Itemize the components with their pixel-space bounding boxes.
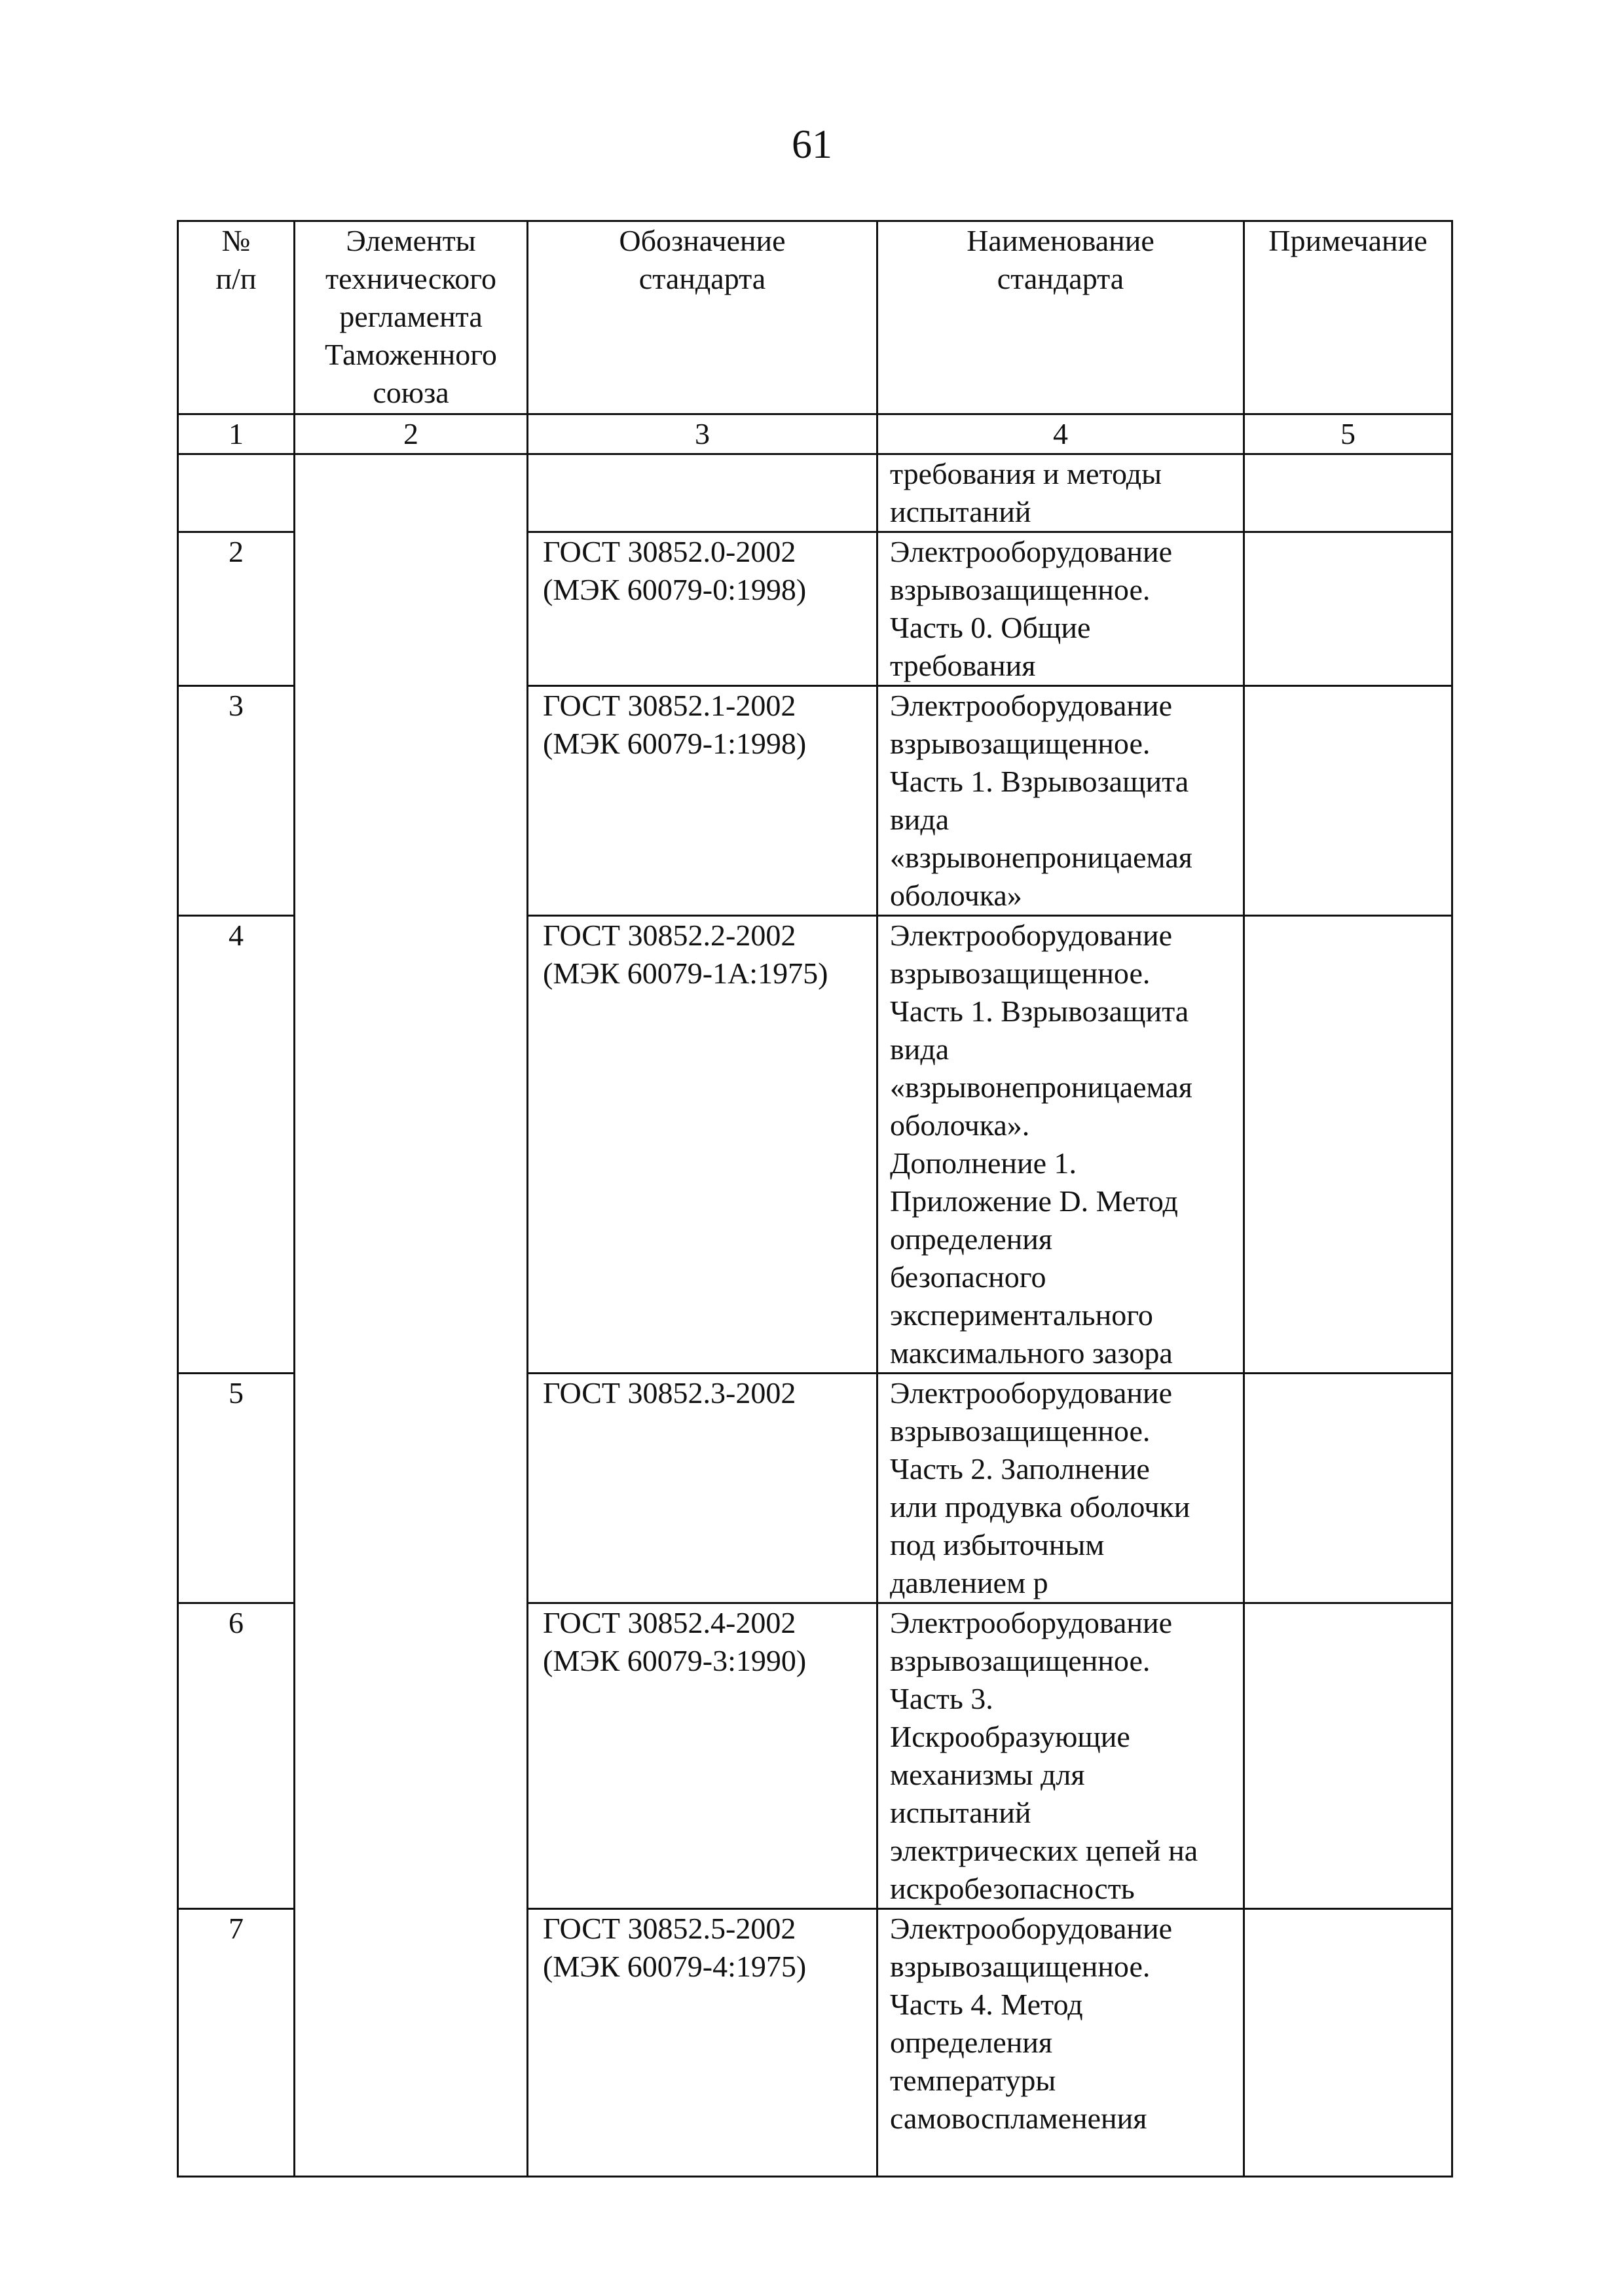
name-line: или продувка оболочки <box>890 1490 1190 1523</box>
row-number: 3 <box>178 686 295 916</box>
name-line: Часть 2. Заполнение <box>890 1452 1150 1485</box>
name-line: Часть 1. Взрывозащита <box>890 994 1189 1028</box>
header-text: № <box>221 224 251 257</box>
name-line: испытаний <box>890 1796 1031 1829</box>
header-text: Элементы <box>346 224 476 257</box>
header-text: технического <box>325 262 496 295</box>
name-line: Приложение D. Метод <box>890 1184 1178 1218</box>
name-line: Часть 3. <box>890 1682 993 1715</box>
standard-name <box>877 532 1244 686</box>
standard-designation <box>528 686 877 916</box>
name-line: взрывозащищенное. <box>890 1414 1151 1448</box>
designation-line: (МЭК 60079-4:1975) <box>543 1950 807 1983</box>
header-text: стандарта <box>997 262 1124 295</box>
note-cell <box>1244 686 1452 916</box>
header-name <box>877 221 1244 414</box>
name-line: Часть 0. Общие <box>890 611 1091 644</box>
name-line: Электрооборудование <box>890 1376 1173 1410</box>
name-line: взрывозащищенное. <box>890 1644 1151 1677</box>
standard-name <box>877 1374 1244 1603</box>
header-text: стандарта <box>638 262 766 295</box>
name-line: оболочка» <box>890 879 1022 912</box>
name-line: испытаний <box>890 495 1031 528</box>
header-num <box>178 221 295 414</box>
standard-designation <box>528 916 877 1374</box>
name-line: Электрооборудование <box>890 689 1173 722</box>
name-line: взрывозащищенное. <box>890 957 1151 990</box>
header-text: Наименование <box>967 224 1154 257</box>
name-line: под избыточным <box>890 1528 1105 1561</box>
page-number: 61 <box>792 122 832 167</box>
standard-designation <box>528 532 877 686</box>
column-number: 4 <box>877 414 1244 454</box>
row-number: 6 <box>178 1603 295 1909</box>
name-line: «взрывонепроницаемая <box>890 841 1192 874</box>
name-line: экспериментального <box>890 1298 1153 1332</box>
header-text: Обозначение <box>619 224 786 257</box>
column-number-row <box>178 414 1452 454</box>
name-line: оболочка». <box>890 1108 1030 1142</box>
standards-table <box>177 220 1453 2178</box>
elements-cell <box>295 454 528 2177</box>
name-line: искробезопасность <box>890 1872 1135 1905</box>
name-line: Электрооборудование <box>890 1606 1173 1639</box>
row-number <box>178 454 295 532</box>
standard-name <box>877 1603 1244 1909</box>
designation-line: (МЭК 60079-1А:1975) <box>543 957 828 990</box>
name-line: Электрооборудование <box>890 1912 1173 1945</box>
header-note <box>1244 221 1452 414</box>
designation-line: ГОСТ 30852.0-2002 <box>543 535 796 568</box>
note-cell <box>1244 1603 1452 1909</box>
note-cell <box>1244 532 1452 686</box>
designation-line: (МЭК 60079-3:1990) <box>543 1644 807 1677</box>
standard-name <box>877 686 1244 916</box>
standard-name <box>877 1909 1244 2177</box>
name-line: требования <box>890 649 1036 682</box>
designation-line: ГОСТ 30852.2-2002 <box>543 919 796 952</box>
name-line: Искрообразующие <box>890 1720 1130 1753</box>
name-line: взрывозащищенное. <box>890 727 1151 760</box>
standard-designation <box>528 1603 877 1909</box>
row-number: 4 <box>178 916 295 1374</box>
note-cell <box>1244 454 1452 532</box>
name-line: «взрывонепроницаемая <box>890 1070 1192 1104</box>
name-line: Часть 4. Метод <box>890 1988 1083 2021</box>
row-number: 2 <box>178 532 295 686</box>
designation-line: ГОСТ 30852.1-2002 <box>543 689 796 722</box>
name-line: Электрооборудование <box>890 919 1173 952</box>
name-line: взрывозащищенное. <box>890 1950 1151 1983</box>
name-line: вида <box>890 1032 950 1066</box>
note-cell <box>1244 916 1452 1374</box>
designation-line: (МЭК 60079-1:1998) <box>543 727 807 760</box>
name-line: определения <box>890 1222 1053 1256</box>
standard-name <box>877 454 1244 532</box>
note-cell <box>1244 1374 1452 1603</box>
name-line: вида <box>890 803 950 836</box>
designation-line <box>543 1412 866 1450</box>
header-text: п/п <box>215 262 257 295</box>
row-number: 7 <box>178 1909 295 2177</box>
column-number: 3 <box>528 414 877 454</box>
header-text: союза <box>373 376 449 409</box>
header-text: регламента <box>339 300 483 333</box>
designation-line: ГОСТ 30852.4-2002 <box>543 1606 796 1639</box>
standard-designation <box>528 1374 877 1603</box>
name-line: Электрооборудование <box>890 535 1173 568</box>
row-number: 5 <box>178 1374 295 1603</box>
name-line: определения <box>890 2026 1053 2059</box>
column-number: 1 <box>178 414 295 454</box>
standard-designation <box>528 454 877 532</box>
name-line: безопасного <box>890 1260 1046 1294</box>
name-line: Дополнение 1. <box>890 1146 1077 1180</box>
standard-name <box>877 916 1244 1374</box>
table-header-row <box>178 221 1452 414</box>
note-cell <box>1244 1909 1452 2177</box>
table-row <box>178 454 1452 532</box>
header-text: Таможенного <box>325 338 497 371</box>
name-line: требования и методы <box>890 457 1162 490</box>
name-line: максимального зазора <box>890 1336 1173 1370</box>
name-line: температуры <box>890 2064 1056 2097</box>
name-line: механизмы для <box>890 1758 1085 1791</box>
name-line: взрывозащищенное. <box>890 573 1151 606</box>
header-designation <box>528 221 877 414</box>
column-number: 2 <box>295 414 528 454</box>
designation-line: (МЭК 60079-0:1998) <box>543 573 807 606</box>
header-text: Примечание <box>1268 224 1428 257</box>
designation-line: ГОСТ 30852.3-2002 <box>543 1376 796 1410</box>
column-number: 5 <box>1244 414 1452 454</box>
name-line: самовоспламенения <box>890 2102 1147 2135</box>
name-line: давлением p <box>890 1566 1048 1599</box>
designation-line: ГОСТ 30852.5-2002 <box>543 1912 796 1945</box>
name-line: электрических цепей на <box>890 1834 1198 1867</box>
designation-line <box>543 493 866 531</box>
designation-line <box>543 455 866 493</box>
name-line: Часть 1. Взрывозащита <box>890 765 1189 798</box>
header-elements <box>295 221 528 414</box>
standard-designation <box>528 1909 877 2177</box>
